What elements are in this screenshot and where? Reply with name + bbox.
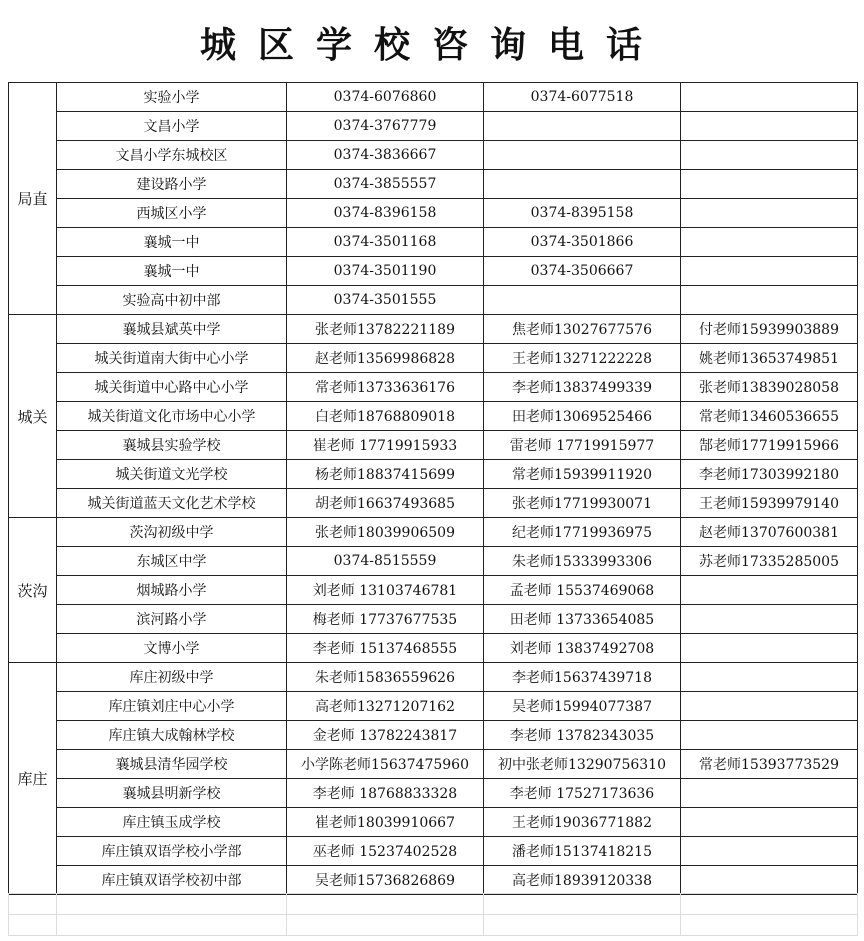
- table-row: [9, 779, 858, 808]
- contact-cell-3: [681, 576, 858, 605]
- table-row: [9, 489, 858, 518]
- school-name-cell: 城关街道南大街中心小学: [57, 344, 287, 373]
- contact-cell-2: [484, 112, 681, 141]
- school-name-cell: 库庄镇刘庄中心小学: [57, 692, 287, 721]
- school-name-cell: 实验小学: [57, 83, 287, 112]
- school-name-cell: 文昌小学: [57, 112, 287, 141]
- table-row: [9, 750, 858, 779]
- contact-cell-2: 田老师13069525466: [484, 402, 681, 431]
- contact-cell-1: 0374-3855557: [287, 170, 484, 199]
- contact-cell-3: 姚老师13653749851: [681, 344, 858, 373]
- contact-cell-1: 0374-8396158: [287, 199, 484, 228]
- table-row: [9, 170, 858, 199]
- region-cell: 茨沟: [9, 518, 57, 663]
- contact-cell-2: 雷老师 17719915977: [484, 431, 681, 460]
- region-cell: 库庄: [9, 663, 57, 895]
- empty-grid-rows: [8, 893, 858, 936]
- contact-cell-3: 常老师13460536655: [681, 402, 858, 431]
- contact-cell-1: 梅老师 17737677535: [287, 605, 484, 634]
- contact-cell-1: 李老师 18768833328: [287, 779, 484, 808]
- contact-cell-2: 李老师 13782343035: [484, 721, 681, 750]
- contact-cell-1: 0374-6076860: [287, 83, 484, 112]
- contact-cell-3: [681, 286, 858, 315]
- contact-cell-3: [681, 779, 858, 808]
- contact-cell-2: 0374-3506667: [484, 257, 681, 286]
- school-name-cell: 文昌小学东城校区: [57, 141, 287, 170]
- table-row: [9, 547, 858, 576]
- contact-cell-1: 0374-3836667: [287, 141, 484, 170]
- contact-cell-1: 小学陈老师15637475960: [287, 750, 484, 779]
- table-row: [9, 460, 858, 489]
- contact-cell-1: 赵老师13569986828: [287, 344, 484, 373]
- table-row: [9, 576, 858, 605]
- table-row: [9, 837, 858, 866]
- contact-cell-1: 李老师 15137468555: [287, 634, 484, 663]
- school-name-cell: 襄城县斌英中学: [57, 315, 287, 344]
- table-row: [9, 344, 858, 373]
- contact-table: [8, 82, 858, 895]
- table-row: [9, 808, 858, 837]
- school-name-cell: 库庄镇双语学校小学部: [57, 837, 287, 866]
- contact-cell-1: 胡老师16637493685: [287, 489, 484, 518]
- school-name-cell: 实验高中初中部: [57, 286, 287, 315]
- contact-cell-3: [681, 112, 858, 141]
- contact-cell-1: 巫老师 15237402528: [287, 837, 484, 866]
- empty-row: [9, 894, 858, 915]
- contact-cell-2: 焦老师13027677576: [484, 315, 681, 344]
- contact-cell-3: 常老师15393773529: [681, 750, 858, 779]
- contact-cell-1: 0374-3501190: [287, 257, 484, 286]
- school-name-cell: 城关街道文化市场中心小学: [57, 402, 287, 431]
- contact-cell-3: [681, 663, 858, 692]
- school-name-cell: 襄城县清华园学校: [57, 750, 287, 779]
- contact-cell-1: 白老师18768809018: [287, 402, 484, 431]
- contact-cell-2: 李老师13837499339: [484, 373, 681, 402]
- contact-cell-2: 0374-3501866: [484, 228, 681, 257]
- contact-cell-2: 吴老师15994077387: [484, 692, 681, 721]
- contact-cell-3: [681, 83, 858, 112]
- contact-cell-3: [681, 634, 858, 663]
- school-name-cell: 库庄镇玉成学校: [57, 808, 287, 837]
- contact-cell-2: 0374-8395158: [484, 199, 681, 228]
- contact-cell-1: 崔老师 17719915933: [287, 431, 484, 460]
- school-name-cell: 烟城路小学: [57, 576, 287, 605]
- contact-cell-2: 王老师13271222228: [484, 344, 681, 373]
- contact-cell-3: [681, 228, 858, 257]
- contact-cell-2: 王老师19036771882: [484, 808, 681, 837]
- contact-cell-2: 潘老师15137418215: [484, 837, 681, 866]
- school-name-cell: 茨沟初级中学: [57, 518, 287, 547]
- school-name-cell: 襄城县实验学校: [57, 431, 287, 460]
- school-name-cell: 襄城县明新学校: [57, 779, 287, 808]
- contact-cell-2: 0374-6077518: [484, 83, 681, 112]
- school-name-cell: 建设路小学: [57, 170, 287, 199]
- contact-cell-1: 金老师 13782243817: [287, 721, 484, 750]
- contact-cell-3: 付老师15939903889: [681, 315, 858, 344]
- contact-cell-2: 孟老师 15537469068: [484, 576, 681, 605]
- contact-cell-3: 李老师17303992180: [681, 460, 858, 489]
- contact-cell-3: [681, 199, 858, 228]
- table-row: [9, 663, 858, 692]
- table-row: [9, 721, 858, 750]
- contact-cell-2: 初中张老师13290756310: [484, 750, 681, 779]
- contact-cell-1: 0374-3501555: [287, 286, 484, 315]
- contact-cell-3: [681, 605, 858, 634]
- table-row: [9, 402, 858, 431]
- contact-cell-2: 张老师17719930071: [484, 489, 681, 518]
- contact-cell-1: 高老师13271207162: [287, 692, 484, 721]
- contact-cell-1: 张老师18039906509: [287, 518, 484, 547]
- contact-cell-2: [484, 286, 681, 315]
- table-row: [9, 866, 858, 895]
- table-row: [9, 692, 858, 721]
- contact-cell-1: 张老师13782221189: [287, 315, 484, 344]
- contact-cell-3: 王老师15939979140: [681, 489, 858, 518]
- contact-cell-3: [681, 866, 858, 895]
- contact-cell-2: 李老师 17527173636: [484, 779, 681, 808]
- contact-cell-1: 0374-3501168: [287, 228, 484, 257]
- school-name-cell: 文博小学: [57, 634, 287, 663]
- contact-cell-2: 纪老师17719936975: [484, 518, 681, 547]
- contact-cell-2: 刘老师 13837492708: [484, 634, 681, 663]
- school-name-cell: 城关街道文光学校: [57, 460, 287, 489]
- contact-cell-2: [484, 170, 681, 199]
- region-cell: 城关: [9, 315, 57, 518]
- school-name-cell: 库庄初级中学: [57, 663, 287, 692]
- contact-cell-1: 崔老师18039910667: [287, 808, 484, 837]
- table-row: [9, 83, 858, 112]
- table-row: [9, 431, 858, 460]
- table-row: [9, 605, 858, 634]
- contact-cell-3: [681, 141, 858, 170]
- school-name-cell: 东城区中学: [57, 547, 287, 576]
- contact-cell-3: [681, 692, 858, 721]
- table-row: [9, 286, 858, 315]
- contact-cell-3: 赵老师13707600381: [681, 518, 858, 547]
- contact-cell-1: 朱老师15836559626: [287, 663, 484, 692]
- contact-cell-1: 吴老师15736826869: [287, 866, 484, 895]
- contact-cell-3: 郜老师17719915966: [681, 431, 858, 460]
- table-row: [9, 228, 858, 257]
- page-title: 城区学校咨询电话: [199, 25, 664, 66]
- contact-cell-2: 李老师15637439718: [484, 663, 681, 692]
- contact-cell-2: 田老师 13733654085: [484, 605, 681, 634]
- school-name-cell: 襄城一中: [57, 257, 287, 286]
- table-row: [9, 257, 858, 286]
- contact-cell-3: [681, 721, 858, 750]
- contact-cell-3: [681, 170, 858, 199]
- contact-cell-1: 0374-3767779: [287, 112, 484, 141]
- school-name-cell: 城关街道中心路中心小学: [57, 373, 287, 402]
- table-row: [9, 634, 858, 663]
- school-name-cell: 库庄镇大成翰林学校: [57, 721, 287, 750]
- school-name-cell: 滨河路小学: [57, 605, 287, 634]
- table-row: [9, 518, 858, 547]
- contact-cell-1: 常老师13733636176: [287, 373, 484, 402]
- contact-cell-3: [681, 257, 858, 286]
- contact-table-body: [9, 83, 858, 895]
- empty-row: [9, 915, 858, 936]
- table-row: [9, 199, 858, 228]
- region-cell: 局直: [9, 83, 57, 315]
- contact-cell-2: 朱老师15333993306: [484, 547, 681, 576]
- contact-cell-3: [681, 808, 858, 837]
- table-row: [9, 373, 858, 402]
- table-row: [9, 315, 858, 344]
- contact-cell-1: 刘老师 13103746781: [287, 576, 484, 605]
- contact-cell-3: [681, 837, 858, 866]
- school-name-cell: 库庄镇双语学校初中部: [57, 866, 287, 895]
- contact-cell-3: 苏老师17335285005: [681, 547, 858, 576]
- table-row: [9, 112, 858, 141]
- contact-cell-3: 张老师13839028058: [681, 373, 858, 402]
- contact-cell-1: 0374-8515559: [287, 547, 484, 576]
- contact-cell-2: 常老师15939911920: [484, 460, 681, 489]
- school-name-cell: 城关街道蓝天文化艺术学校: [57, 489, 287, 518]
- contact-cell-2: [484, 141, 681, 170]
- contact-cell-2: 高老师18939120338: [484, 866, 681, 895]
- table-row: [9, 141, 858, 170]
- school-name-cell: 襄城一中: [57, 228, 287, 257]
- school-name-cell: 西城区小学: [57, 199, 287, 228]
- contact-cell-1: 杨老师18837415699: [287, 460, 484, 489]
